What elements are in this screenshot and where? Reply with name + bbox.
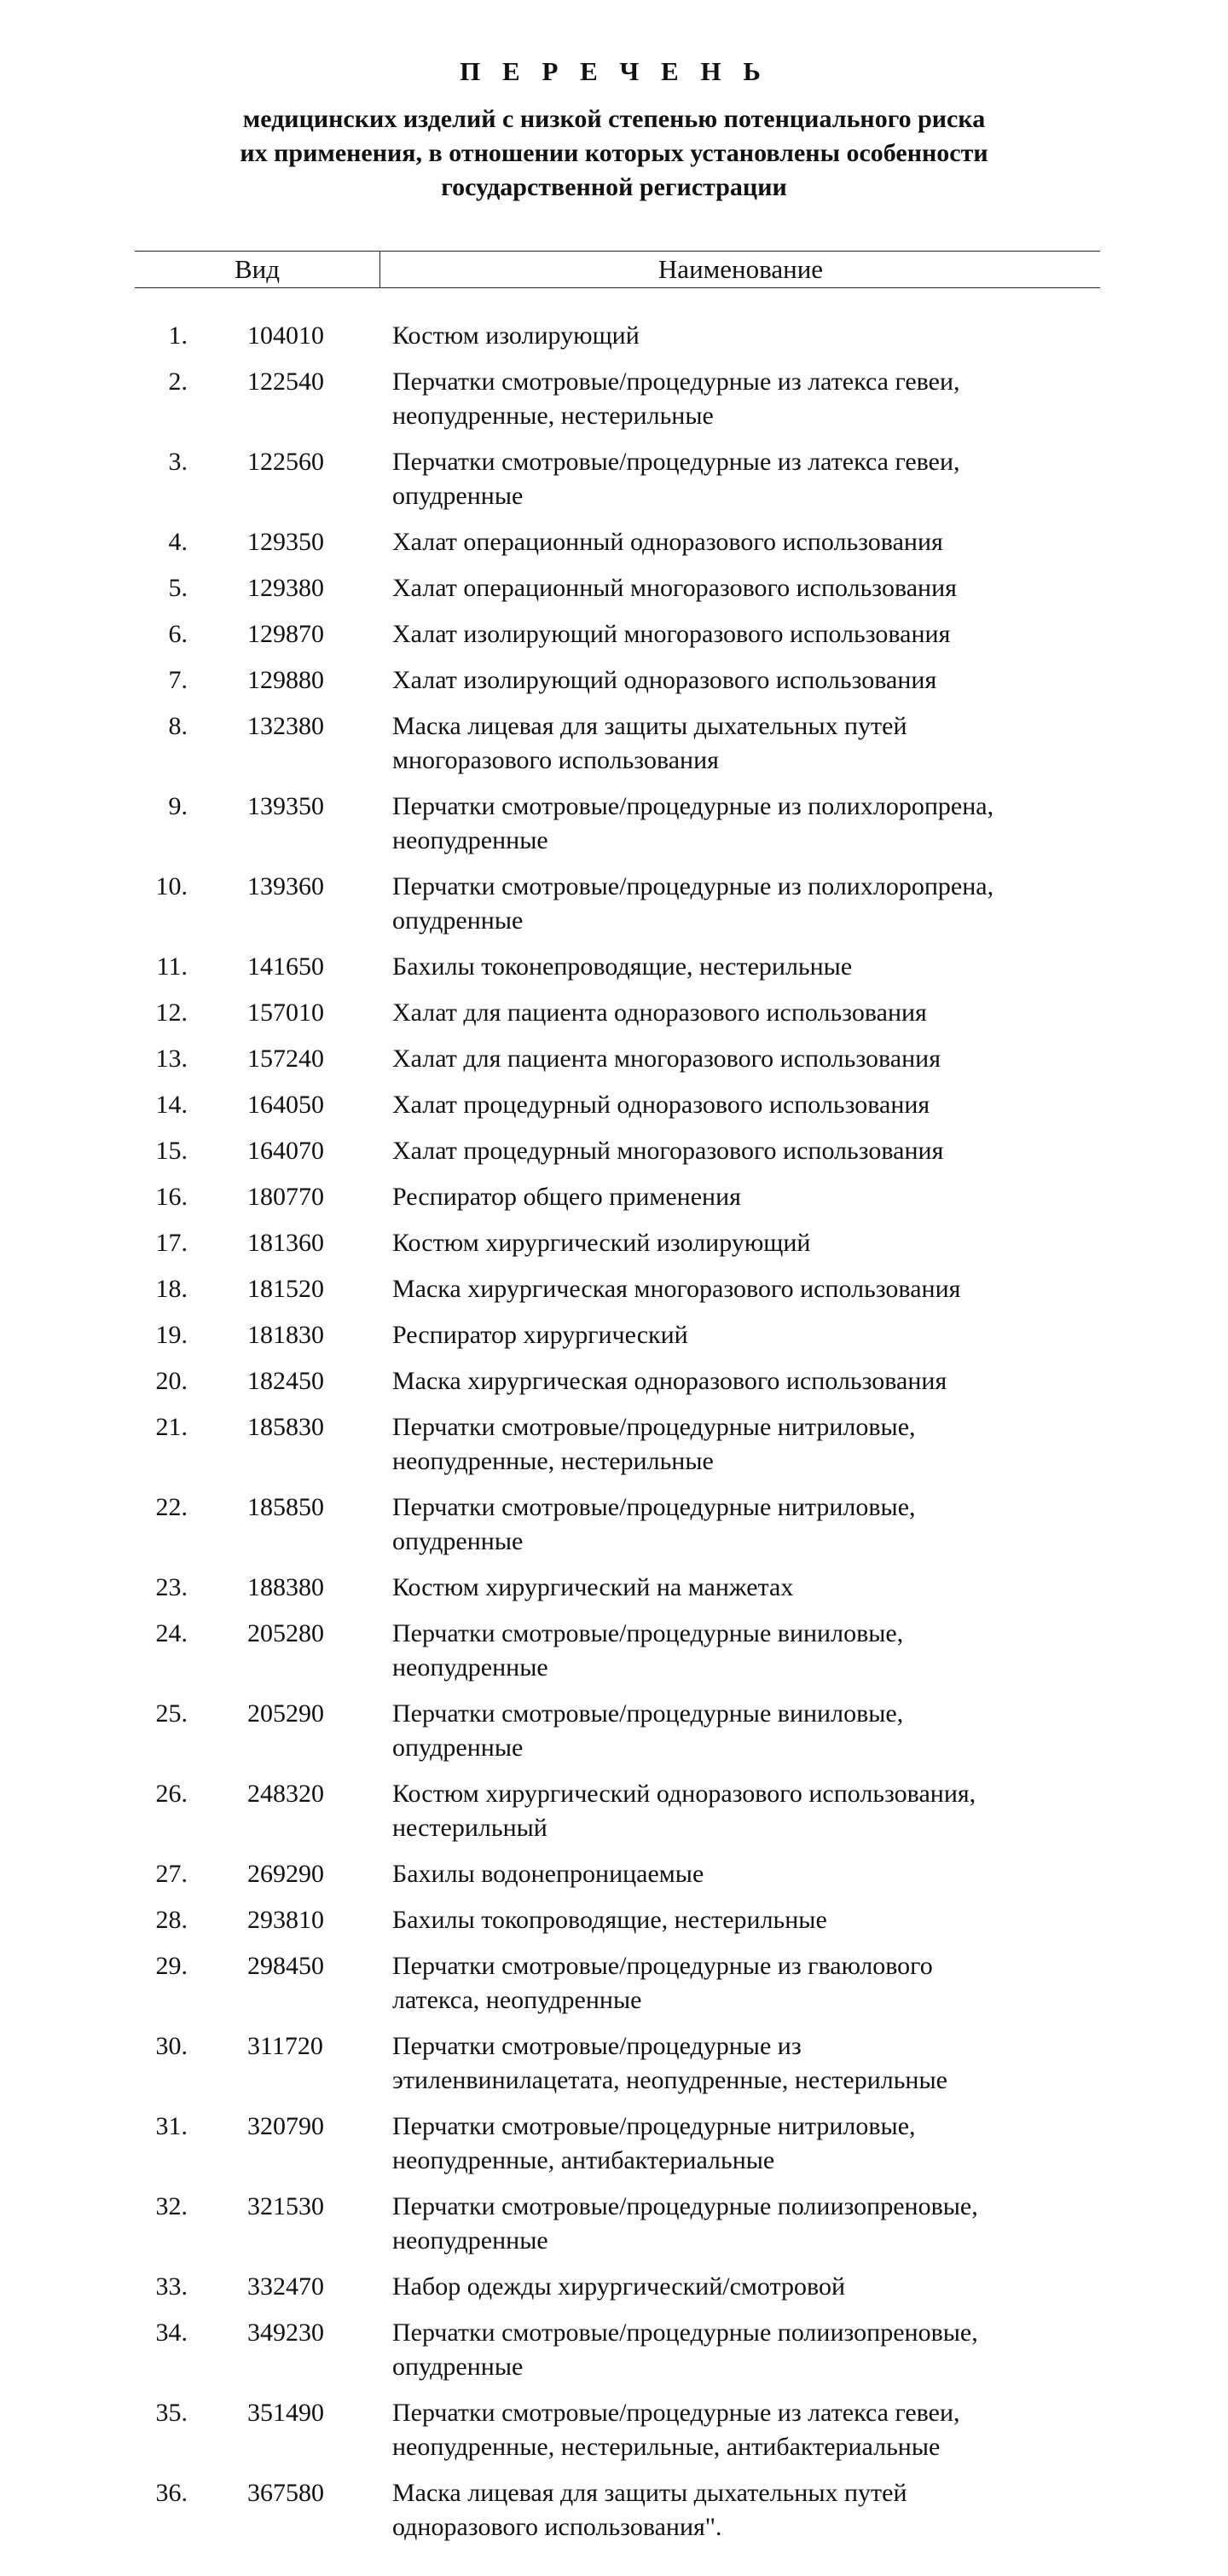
row-number: 4.: [168, 528, 188, 556]
row-code: 185850: [247, 1493, 324, 1521]
row-name-line: Халат для пациента одноразового использования: [392, 999, 927, 1027]
row-name: [392, 1318, 1100, 1352]
row-number: 1.: [168, 321, 188, 350]
row-name-line: Перчатки смотровые/процедурные из латекса гевеи,: [392, 2399, 960, 2427]
row-code: 104010: [247, 321, 324, 350]
table-row: [0, 1617, 1228, 1697]
row-name-line: Костюм хирургический одноразового использования,: [392, 1780, 976, 1808]
row-code: 141650: [247, 952, 324, 981]
row-name-line: Халат операционный многоразового использования: [392, 574, 957, 602]
row-name-line: многоразового использования: [392, 746, 719, 774]
subtitle-line: их применения, в отношении которых установлены особенности: [240, 139, 988, 167]
row-name: [392, 2316, 1100, 2384]
row-number: 29.: [155, 1952, 188, 1980]
row-name-line: Костюм хирургический изолирующий: [392, 1229, 811, 1257]
row-name: [392, 870, 1100, 938]
row-code: 139350: [247, 792, 324, 820]
table-row: [0, 445, 1228, 525]
row-name-line: Набор одежды хирургический/смотровой: [392, 2272, 846, 2301]
row-name-line: неопудренные, нестерильные: [392, 1447, 714, 1475]
row-name: [392, 445, 1100, 513]
row-name: [392, 1364, 1100, 1398]
row-name-line: этиленвинилацетата, неопудренные, нестерильные: [392, 2066, 947, 2094]
row-name: [392, 1777, 1100, 1845]
row-name: [392, 1272, 1100, 1306]
row-name-line: опудренные: [392, 1527, 524, 1555]
row-code: 367580: [247, 2479, 324, 2507]
row-code: 351490: [247, 2399, 324, 2427]
row-code: 157010: [247, 999, 324, 1027]
row-code: 181520: [247, 1275, 324, 1303]
table-row: [0, 790, 1228, 870]
row-name-line: Перчатки смотровые/процедурные из латекса гевеи,: [392, 368, 960, 396]
table-row: [0, 319, 1228, 365]
row-name-line: неопудренные: [392, 826, 548, 854]
row-code: 181360: [247, 1229, 324, 1257]
table-row: [0, 2029, 1228, 2110]
table-row: [0, 2316, 1228, 2396]
row-name-line: Перчатки смотровые/процедурные полиизопреновые,: [392, 2192, 978, 2220]
row-number: 7.: [168, 666, 188, 694]
table-row: [0, 2396, 1228, 2476]
table-row: [0, 663, 1228, 709]
row-name: [392, 709, 1100, 778]
row-name: [392, 1410, 1100, 1479]
row-code: 181830: [247, 1321, 324, 1349]
row-name: [392, 571, 1100, 605]
row-name-line: Перчатки смотровые/процедурные виниловые,: [392, 1619, 904, 1647]
table-row: [0, 617, 1228, 663]
row-number: 2.: [168, 368, 188, 396]
table-row: [0, 1410, 1228, 1491]
row-number: 32.: [155, 2192, 188, 2220]
row-name: [392, 2110, 1100, 2178]
row-name: [392, 790, 1100, 858]
table-row: [0, 1491, 1228, 1571]
subtitle-line: государственной регистрации: [441, 173, 787, 201]
row-name-line: Перчатки смотровые/процедурные из гваюлового: [392, 1952, 933, 1980]
row-code: 248320: [247, 1780, 324, 1808]
row-number: 18.: [155, 1275, 188, 1303]
table-row: [0, 525, 1228, 571]
row-name-line: нестерильный: [392, 1814, 547, 1842]
row-name: [392, 1949, 1100, 2017]
row-name-line: Бахилы водонепроницаемые: [392, 1860, 704, 1888]
row-name-line: Халат операционный одноразового использования: [392, 528, 943, 556]
row-number: 33.: [155, 2272, 188, 2301]
row-code: 269290: [247, 1860, 324, 1888]
row-name: [392, 1088, 1100, 1122]
row-name-line: Перчатки смотровые/процедурные нитриловые,: [392, 1493, 916, 1521]
row-name-line: Перчатки смотровые/процедурные из латекса гевеи,: [392, 448, 960, 476]
row-name: [392, 319, 1100, 353]
row-code: 205290: [247, 1699, 324, 1728]
table-row: [0, 1697, 1228, 1777]
row-number: 9.: [168, 792, 188, 820]
row-name-line: Перчатки смотровые/процедурные из: [392, 2032, 802, 2060]
table-row: [0, 1088, 1228, 1134]
row-name: [392, 1180, 1100, 1214]
row-name-line: Перчатки смотровые/процедурные нитриловые,: [392, 2112, 916, 2140]
row-name: [392, 1042, 1100, 1076]
row-name-line: Маска хирургическая многоразового использования: [392, 1275, 961, 1303]
row-number: 34.: [155, 2318, 188, 2347]
column-header-name: Наименование: [657, 254, 824, 284]
table-row: [0, 2190, 1228, 2270]
row-name: [392, 1697, 1100, 1765]
row-code: 139360: [247, 872, 324, 900]
table-row: [0, 1042, 1228, 1088]
row-name-line: Респиратор общего применения: [392, 1183, 741, 1211]
table-row: [0, 2476, 1228, 2556]
table-row: [0, 571, 1228, 617]
row-name-line: опудренные: [392, 482, 524, 510]
row-name: [392, 663, 1100, 698]
row-name-line: Маска хирургическая одноразового использования: [392, 1367, 947, 1395]
document-title: П Е Р Е Ч Е Н Ь: [460, 56, 768, 86]
row-number: 12.: [155, 999, 188, 1027]
row-code: 188380: [247, 1573, 324, 1601]
table-body: [0, 319, 1228, 2556]
row-code: 129880: [247, 666, 324, 694]
row-code: 164050: [247, 1091, 324, 1119]
row-name: [392, 1571, 1100, 1605]
row-number: 8.: [168, 712, 188, 740]
row-number: 13.: [155, 1045, 188, 1073]
table-row: [0, 1226, 1228, 1272]
document-subtitle: [0, 102, 1228, 205]
table-row: [0, 365, 1228, 445]
row-name-line: Бахилы токопроводящие, нестерильные: [392, 1906, 827, 1934]
row-number: 30.: [155, 2032, 188, 2060]
row-code: 180770: [247, 1183, 324, 1211]
row-name: [392, 996, 1100, 1030]
row-code: 129350: [247, 528, 324, 556]
table-row: [0, 1134, 1228, 1180]
row-number: 31.: [155, 2112, 188, 2140]
table-row: [0, 2270, 1228, 2316]
table-row: [0, 1949, 1228, 2029]
row-number: 16.: [155, 1183, 188, 1211]
row-name: [392, 525, 1100, 559]
row-name-line: Перчатки смотровые/процедурные полиизопреновые,: [392, 2318, 978, 2347]
row-name: [392, 1226, 1100, 1260]
table-row: [0, 2110, 1228, 2190]
row-number: 26.: [155, 1780, 188, 1808]
table-row: [0, 1857, 1228, 1903]
row-name-line: Халат изолирующий одноразового использования: [392, 666, 937, 694]
row-number: 25.: [155, 1699, 188, 1728]
row-code: 293810: [247, 1906, 324, 1934]
row-code: 311720: [247, 2032, 323, 2060]
row-number: 10.: [155, 872, 188, 900]
table-row: [0, 996, 1228, 1042]
row-number: 6.: [168, 620, 188, 648]
row-code: 164070: [247, 1137, 324, 1165]
row-code: 298450: [247, 1952, 324, 1980]
row-number: 23.: [155, 1573, 188, 1601]
row-code: 321530: [247, 2192, 324, 2220]
row-number: 27.: [155, 1860, 188, 1888]
row-name-line: неопудренные, антибактериальные: [392, 2146, 775, 2174]
row-name-line: неопудренные, нестерильные: [392, 402, 714, 430]
subtitle-line: медицинских изделий с низкой степенью потенциального риска: [242, 105, 986, 133]
row-number: 15.: [155, 1137, 188, 1165]
table-row: [0, 1571, 1228, 1617]
row-number: 5.: [168, 574, 188, 602]
row-name-line: Перчатки смотровые/процедурные из полихлоропрена,: [392, 792, 994, 820]
row-name-line: Респиратор хирургический: [392, 1321, 688, 1349]
column-header-vid: Вид: [135, 252, 380, 287]
table-row: [0, 870, 1228, 950]
row-name-line: одноразового использования".: [392, 2513, 722, 2541]
row-name-line: неопудренные: [392, 2226, 548, 2255]
row-name: [392, 2396, 1100, 2464]
row-code: 185830: [247, 1413, 324, 1441]
row-name-line: неопудренные: [392, 1653, 548, 1682]
row-name: [392, 950, 1100, 984]
row-name-line: опудренные: [392, 906, 524, 935]
row-name: [392, 2190, 1100, 2258]
row-number: 19.: [155, 1321, 188, 1349]
row-code: 320790: [247, 2112, 324, 2140]
row-name-line: Перчатки смотровые/процедурные из полихлоропрена,: [392, 872, 994, 900]
row-number: 24.: [155, 1619, 188, 1647]
row-code: 129380: [247, 574, 324, 602]
row-code: 157240: [247, 1045, 324, 1073]
row-name-line: опудренные: [392, 2353, 524, 2381]
row-code: 122540: [247, 368, 324, 396]
row-name: [392, 617, 1100, 651]
row-name: [392, 2476, 1100, 2544]
row-name: [392, 1617, 1100, 1685]
row-name: [392, 365, 1100, 433]
row-name-line: латекса, неопудренные: [392, 1986, 642, 2014]
row-number: 14.: [155, 1091, 188, 1119]
row-number: 17.: [155, 1229, 188, 1257]
row-number: 36.: [155, 2479, 188, 2507]
row-number: 3.: [168, 448, 188, 476]
row-number: 20.: [155, 1367, 188, 1395]
table-row: [0, 709, 1228, 790]
row-code: 332470: [247, 2272, 324, 2301]
table-row: [0, 1777, 1228, 1857]
table-row: [0, 1272, 1228, 1318]
row-name-line: Халат процедурный многоразового использования: [392, 1137, 944, 1165]
row-name-line: Бахилы токонепроводящие, нестерильные: [392, 952, 853, 981]
row-name: [392, 2270, 1100, 2304]
row-name-line: опудренные: [392, 1734, 524, 1762]
row-name-line: Перчатки смотровые/процедурные виниловые,: [392, 1699, 904, 1728]
table-row: [0, 950, 1228, 996]
row-name-line: Костюм изолирующий: [392, 321, 640, 350]
row-name-line: Маска лицевая для защиты дыхательных путей: [392, 2479, 907, 2507]
row-code: 129870: [247, 620, 324, 648]
row-code: 182450: [247, 1367, 324, 1395]
row-name-line: Халат для пациента многоразового использования: [392, 1045, 941, 1073]
row-name: [392, 1903, 1100, 1937]
row-name-line: Костюм хирургический на манжетах: [392, 1573, 794, 1601]
row-name-line: Перчатки смотровые/процедурные нитриловые,: [392, 1413, 916, 1441]
row-name-line: Халат процедурный одноразового использования: [392, 1091, 930, 1119]
row-code: 122560: [247, 448, 324, 476]
table-row: [0, 1903, 1228, 1949]
row-name: [392, 1491, 1100, 1559]
table-row: [0, 1364, 1228, 1410]
row-number: 21.: [155, 1413, 188, 1441]
row-number: 22.: [155, 1493, 188, 1521]
row-code: 132380: [247, 712, 324, 740]
row-name: [392, 1857, 1100, 1891]
row-number: 28.: [155, 1906, 188, 1934]
table-header: [135, 251, 1100, 288]
row-code: 349230: [247, 2318, 324, 2347]
row-number: 35.: [155, 2399, 188, 2427]
row-name: [392, 1134, 1100, 1168]
table-row: [0, 1180, 1228, 1226]
row-code: 205280: [247, 1619, 324, 1647]
table-row: [0, 1318, 1228, 1364]
row-number: 11.: [156, 952, 188, 981]
row-name: [392, 2029, 1100, 2098]
row-name-line: неопудренные, нестерильные, антибактериальные: [392, 2433, 941, 2461]
row-name-line: Маска лицевая для защиты дыхательных путей: [392, 712, 907, 740]
row-name-line: Халат изолирующий многоразового использования: [392, 620, 951, 648]
